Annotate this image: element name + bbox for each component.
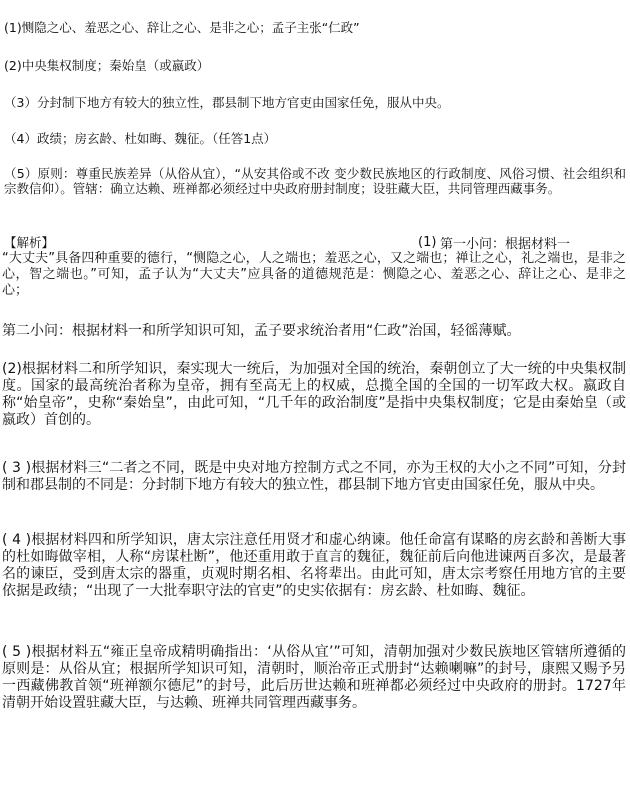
analysis-3-text: 根据材料三“二者之不同，既是中央对地方控制方式之不同，亦为王权的大小之不同”可知，分封制和郡县制的不同是：分封制下地方有较大的独立性，郡县制下地方官吏由国家任免，服从中央。	[2, 460, 627, 493]
answer-5: （5）原则：尊重民族差异（从俗从宜），“从安其俗或不改 变少数民族地区的行政制度、风俗习惯、社会组织和宗教信仰）。管辖：确立达赖、班禅都必须经过中央政府册封制度；设驻藏大臣，共同管理西藏事务。	[4, 166, 626, 196]
analysis-1-lead: 第一小问：根据材料一	[440, 237, 571, 252]
analysis-3-paragraph	[2, 460, 626, 494]
answer-4: （4）政绩；房玄龄、杜如晦、魏征。（任答1点）	[4, 131, 277, 146]
analysis-2-number: (2)	[2, 361, 22, 377]
answer-3: （3）分封制下地方有较大的独立性，郡县制下地方官吏由国家任免，服从中央。	[4, 95, 450, 110]
analysis-5-text: 根据材料五“雍正皇帝成精明确指出：‘从俗从宜’”可知，清朝加强对少数民族地区管辖所遵循的原则是：从俗从宜；根据所学知识可知，清朝时，顺治帝正式册封“达赖喇嘛”的封号，康熙又赐予另一西藏佛教首领“班禅额尔德尼”的封号，此后历世达赖和班禅都必须经过中央政府的册封。1727年清朝开始设置驻藏大臣，与达赖、班禅共同管理西藏事务。	[2, 644, 627, 711]
analysis-1-text: “大丈夫”具备四种重要的德行，“恻隐之心，人之端也；羞恶之心，又之端也；禅让之心，礼之端也，是非之心，智之端也。”可知，孟子认为“大丈夫”应具备的道德规范是：恻隐之心、羞恶之心、辞让之心、是非之心；	[2, 251, 626, 298]
analysis-3-number: ( 3 )	[2, 460, 32, 476]
analysis-tag: 【解析】	[4, 235, 55, 250]
analysis-4-number: ( 4 )	[2, 532, 32, 548]
analysis-4-text: 根据材料四和所学知识，唐太宗注意任用贤才和虚心纳谏。他任命富有谋略的房玄龄和善断大事的杜如晦做宰相，人称“房谋杜断”，他还重用敢于直言的魏征，魏征前后向他进谏两百多次，是最著名的谏臣，受到唐太宗的器重，贞观时期名相、名将辈出。由此可知，唐太宗考察任用地方官的主要依据是政绩；“出现了一大批奉职守法的官吏”的史实依据有：房玄龄、杜如晦、魏征。	[2, 532, 626, 599]
analysis-1b-text: 第二小问：根据材料一和所学知识可知，孟子要求统治者用“仁政”治国，轻徭薄赋。	[2, 323, 521, 339]
analysis-2-paragraph	[2, 361, 626, 429]
analysis-5-paragraph	[2, 644, 626, 712]
analysis-4-paragraph	[2, 532, 626, 600]
analysis-2-text: 根据材料二和所学知识，秦实现大一统后，为加强对全国的统治，秦朝创立了大一统的中央集权制度。国家的最高统治者称为皇帝，拥有至高无上的权威，总揽全国的全国的一切军政大权。嬴政自称“始皇帝”，史称“秦始皇”，由此可知，“几千年的政治制度”是指中央集权制度；它是由秦始皇（或嬴政）首创的。	[2, 361, 626, 428]
analysis-1-number: (1)	[418, 235, 437, 250]
answer-1: (1)恻隐之心、羞恶之心、辞让之心、是非之心；孟子主张“仁政”	[4, 20, 360, 35]
analysis-5-number: ( 5 )	[2, 644, 32, 660]
answer-2: (2)中央集权制度；秦始皇（或嬴政）	[4, 58, 210, 73]
